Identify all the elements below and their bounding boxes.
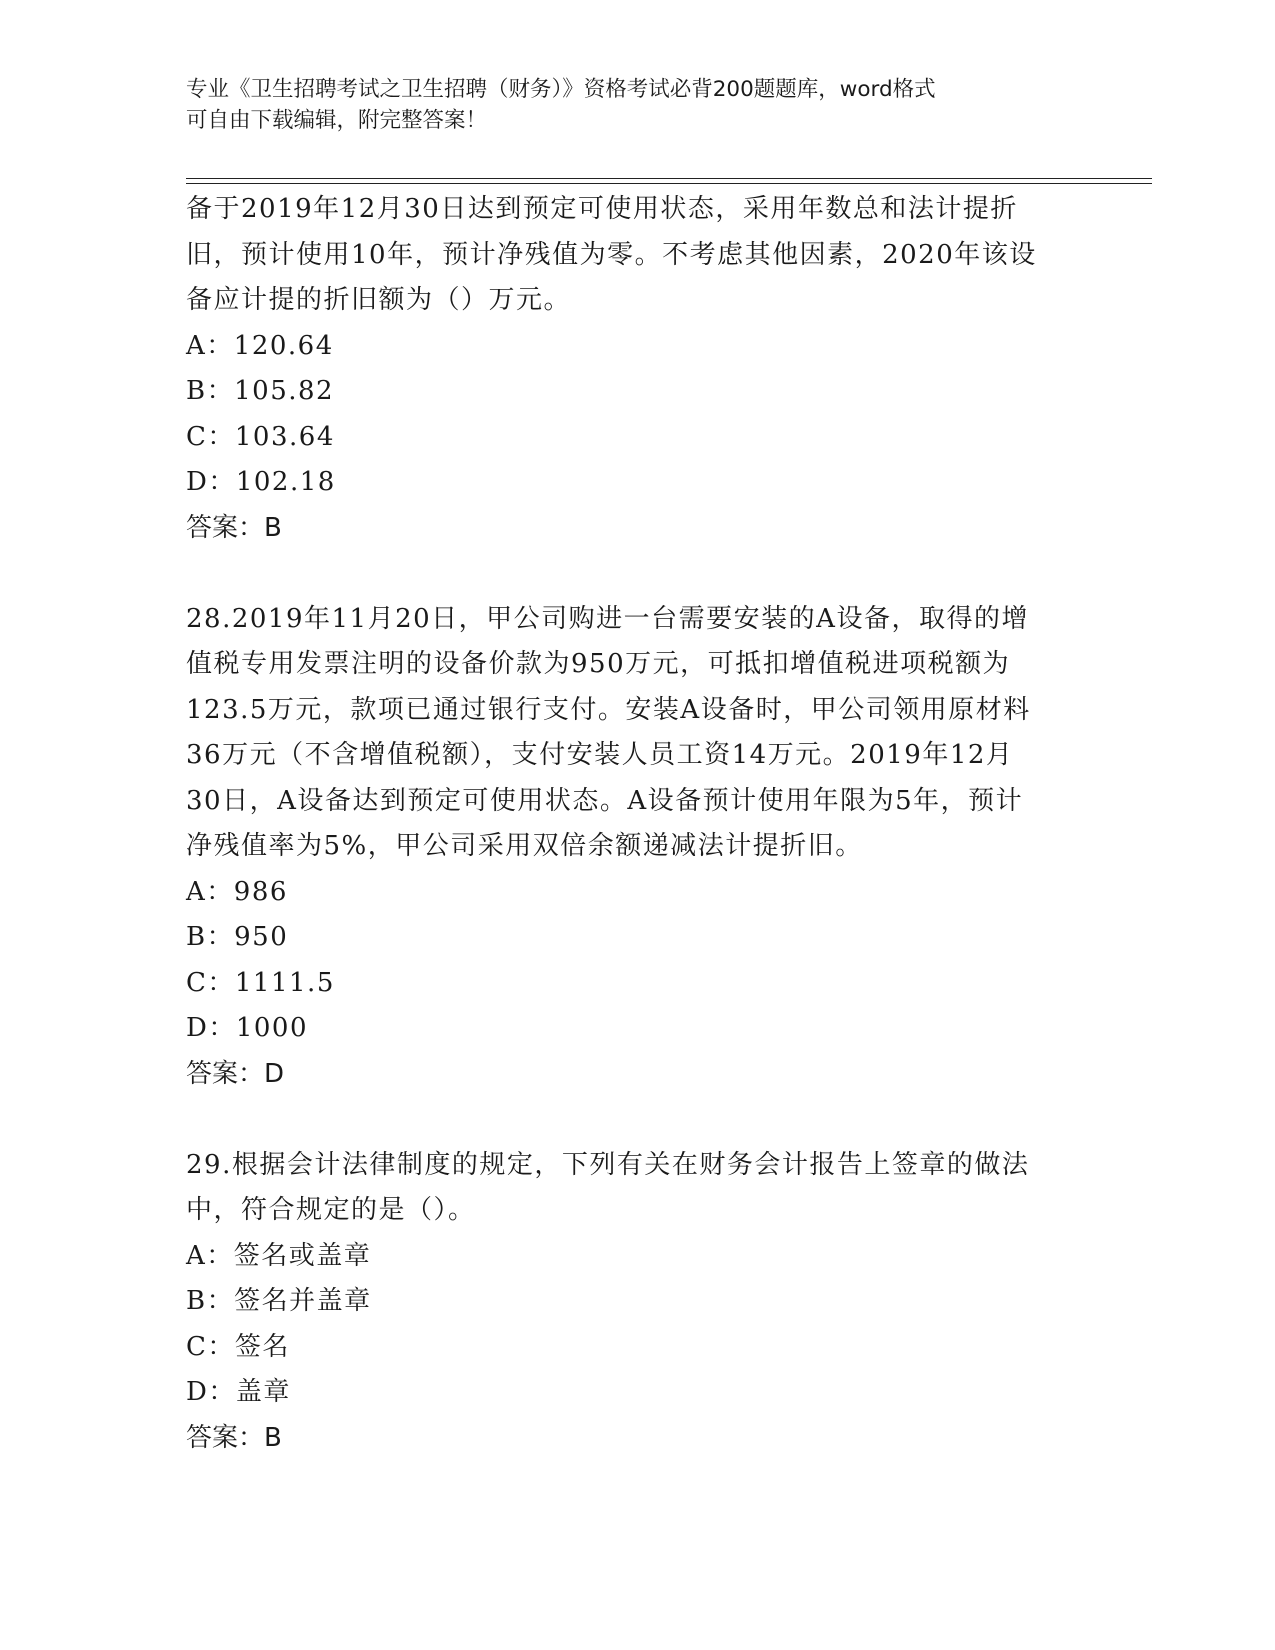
option-c: C：签名 [186,1331,290,1362]
answer-label: 答案：B [186,512,282,543]
header-rule-top [186,178,1152,179]
question-stem-line: 备应计提的折旧额为（）万元。 [186,285,572,315]
option-c: C：1111.5 [186,967,335,998]
option-d: D：102.18 [186,467,336,497]
question-stem-line: 30日，A设备达到预定可使用状态。A设备预计使用年限为5年，预计 [186,785,1024,816]
question-stem-line: 值税专用发票注明的设备价款为950万元，可抵扣增值税进项税额为 [186,649,1011,679]
header-rule-bottom [186,183,1152,184]
option-c: C：103.64 [186,421,335,452]
question-28 [186,597,1086,1098]
question-stem-line: 36万元（不含增值税额），支付安装人员工资14万元。2019年12月 [186,740,1014,770]
header-line-2: 可自由下载编辑，附完整答案！ [186,108,488,133]
option-b: B：950 [186,922,289,952]
question-27 [186,187,1086,551]
spacer [186,1097,1086,1143]
question-stem-line: 备于2019年12月30日达到预定可使用状态，采用年数总和法计提折 [186,194,1018,224]
question-stem-line: 29.根据会计法律制度的规定，下列有关在财务会计报告上签章的做法 [186,1149,1030,1180]
question-stem-line: 28.2019年11月20日，甲公司购进一台需要安装的A设备，取得的增 [186,603,1029,634]
question-stem-line: 中，符合规定的是（）。 [186,1195,476,1225]
document-header [186,74,1086,136]
spacer [186,551,1086,597]
option-b: B：签名并盖章 [186,1286,372,1316]
option-a: A：签名或盖章 [186,1240,372,1271]
question-content [186,187,1086,1461]
answer-label: 答案：B [186,1422,282,1453]
question-stem-line: 旧，预计使用10年，预计净残值为零。不考虑其他因素，2020年该设 [186,239,1037,270]
question-stem-line: 123.5万元，款项已通过银行支付。安装A设备时，甲公司领用原材料 [186,694,1031,725]
option-a: A：120.64 [186,330,334,361]
option-a: A：986 [186,876,288,907]
answer-label: 答案：D [186,1058,285,1089]
question-stem-line: 净残值率为5%，甲公司采用双倍余额递减法计提折旧。 [186,831,863,861]
header-line-1: 专业《卫生招聘考试之卫生招聘（财务）》资格考试必背200题题库，word格式 [186,77,936,102]
option-b: B：105.82 [186,376,335,406]
question-29 [186,1143,1086,1462]
option-d: D：盖章 [186,1377,291,1407]
option-d: D：1000 [186,1013,309,1043]
